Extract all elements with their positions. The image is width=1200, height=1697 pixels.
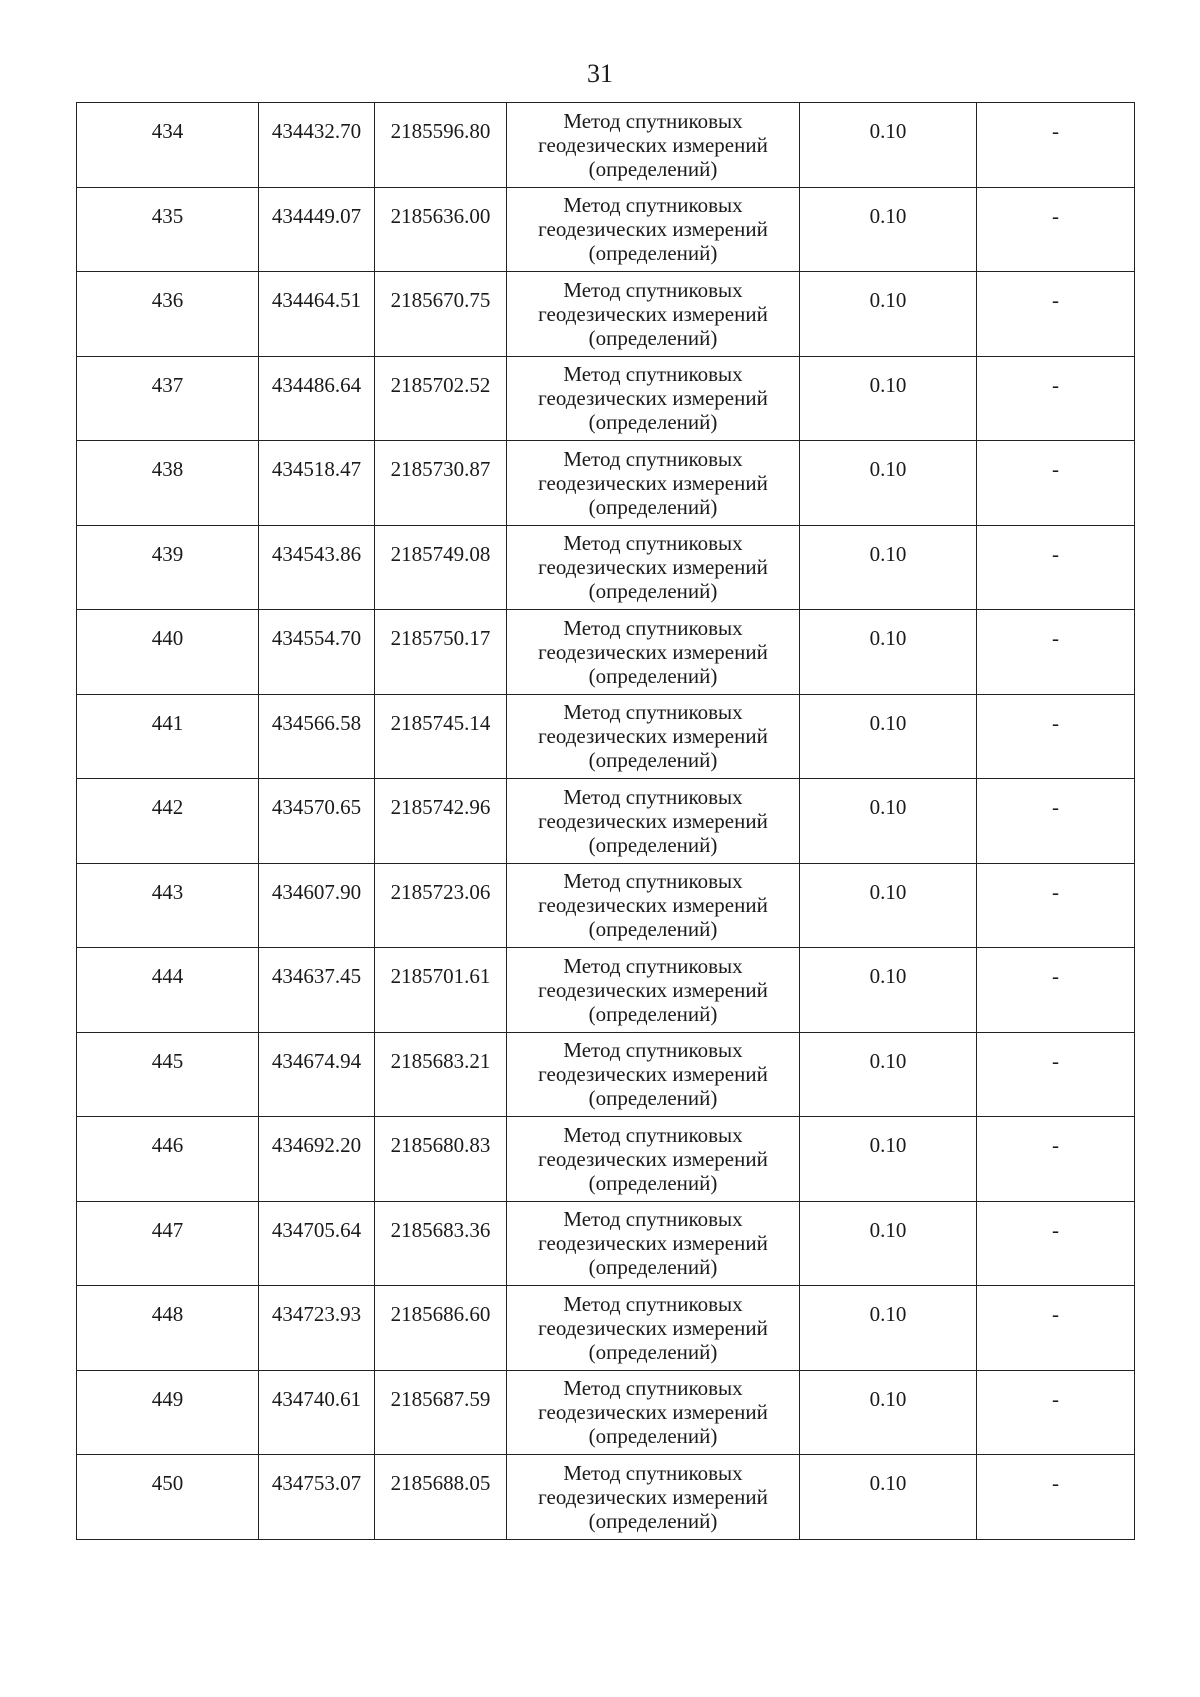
y-coordinate-cell: 2185683.21 [375,1032,507,1117]
method-text-line: (определений) [588,1255,718,1280]
method-text-line: Метод спутниковых [563,784,743,809]
accuracy-cell: 0.10 [800,1370,977,1455]
x-coordinate-cell: 434740.61 [259,1370,375,1455]
accuracy-cell: 0.10 [800,187,977,272]
method-text-line: Метод спутниковых [563,277,743,302]
method-cell [507,525,800,610]
method-text-line: геодезических измерений [538,724,768,749]
x-coordinate-cell: 434705.64 [259,1201,375,1286]
method-text-line: геодезических измерений [538,1400,768,1425]
accuracy-cell: 0.10 [800,779,977,864]
method-cell [507,187,800,272]
point-number-cell: 449 [77,1370,259,1455]
accuracy-cell: 0.10 [800,694,977,779]
note-cell: - [977,863,1135,948]
y-coordinate-cell: 2185680.83 [375,1117,507,1202]
point-number-cell: 443 [77,863,259,948]
point-number-cell: 435 [77,187,259,272]
method-text-line: (определений) [588,410,718,435]
method-text-line: (определений) [588,579,718,604]
method-text-line: Метод спутниковых [563,1122,743,1147]
method-text-line: геодезических измерений [538,1484,768,1509]
accuracy-cell: 0.10 [800,610,977,695]
note-cell: - [977,948,1135,1033]
method-text-line: (определений) [588,832,718,857]
point-number-cell: 448 [77,1286,259,1371]
method-text-line: геодезических измерений [538,1315,768,1340]
table-row [77,1201,1135,1286]
y-coordinate-cell: 2185636.00 [375,187,507,272]
method-text-line: геодезических измерений [538,470,768,495]
page-number: 31 [587,59,613,88]
table-row [77,694,1135,779]
table-row [77,1370,1135,1455]
point-number-cell: 436 [77,272,259,357]
coordinates-table [76,102,1135,1540]
point-number-cell: 450 [77,1455,259,1540]
method-text-line: Метод спутниковых [563,1376,743,1401]
point-number-cell: 442 [77,779,259,864]
x-coordinate-cell: 434432.70 [259,103,375,188]
x-coordinate-cell: 434637.45 [259,948,375,1033]
method-text-line: геодезических измерений [538,639,768,664]
table-row [77,103,1135,188]
method-text-line: Метод спутниковых [563,193,743,218]
point-number-cell: 446 [77,1117,259,1202]
x-coordinate-cell: 434607.90 [259,863,375,948]
table-row [77,187,1135,272]
method-cell [507,610,800,695]
x-coordinate-cell: 434753.07 [259,1455,375,1540]
method-text-line: (определений) [588,1424,718,1449]
note-cell: - [977,1201,1135,1286]
method-text-line: (определений) [588,1170,718,1195]
method-cell [507,1455,800,1540]
y-coordinate-cell: 2185688.05 [375,1455,507,1540]
method-text-line: Метод спутниковых [563,1038,743,1063]
note-cell: - [977,272,1135,357]
table-row [77,525,1135,610]
note-cell: - [977,694,1135,779]
method-text-line: Метод спутниковых [563,1291,743,1316]
table-row [77,1455,1135,1540]
point-number-cell: 444 [77,948,259,1033]
y-coordinate-cell: 2185687.59 [375,1370,507,1455]
note-cell: - [977,1117,1135,1202]
method-cell [507,863,800,948]
y-coordinate-cell: 2185730.87 [375,441,507,526]
method-text-line: (определений) [588,663,718,688]
method-text-line: геодезических измерений [538,977,768,1002]
y-coordinate-cell: 2185596.80 [375,103,507,188]
accuracy-cell: 0.10 [800,948,977,1033]
method-text-line: геодезических измерений [538,132,768,157]
y-coordinate-cell: 2185683.36 [375,1201,507,1286]
method-cell [507,1032,800,1117]
note-cell: - [977,103,1135,188]
method-text-line: геодезических измерений [538,1231,768,1256]
note-cell: - [977,779,1135,864]
method-cell [507,1286,800,1371]
y-coordinate-cell: 2185686.60 [375,1286,507,1371]
accuracy-cell: 0.10 [800,1117,977,1202]
method-cell [507,356,800,441]
y-coordinate-cell: 2185750.17 [375,610,507,695]
method-cell [507,694,800,779]
method-text-line: (определений) [588,1001,718,1026]
method-text-line: Метод спутниковых [563,953,743,978]
method-text-line: Метод спутниковых [563,446,743,471]
method-text-line: Метод спутниковых [563,108,743,133]
y-coordinate-cell: 2185742.96 [375,779,507,864]
y-coordinate-cell: 2185749.08 [375,525,507,610]
x-coordinate-cell: 434566.58 [259,694,375,779]
note-cell: - [977,610,1135,695]
method-text-line: геодезических измерений [538,217,768,242]
x-coordinate-cell: 434692.20 [259,1117,375,1202]
method-cell [507,1370,800,1455]
method-text-line: (определений) [588,241,718,266]
point-number-cell: 447 [77,1201,259,1286]
y-coordinate-cell: 2185723.06 [375,863,507,948]
method-text-line: Метод спутниковых [563,362,743,387]
table-row [77,610,1135,695]
table-row [77,356,1135,441]
coordinates-table-body [77,103,1135,1540]
y-coordinate-cell: 2185745.14 [375,694,507,779]
method-text-line: (определений) [588,325,718,350]
method-text-line: Метод спутниковых [563,1460,743,1485]
x-coordinate-cell: 434554.70 [259,610,375,695]
method-text-line: (определений) [588,494,718,519]
accuracy-cell: 0.10 [800,103,977,188]
method-text-line: Метод спутниковых [563,1207,743,1232]
note-cell: - [977,1370,1135,1455]
method-text-line: геодезических измерений [538,893,768,918]
method-text-line: (определений) [588,917,718,942]
note-cell: - [977,1455,1135,1540]
y-coordinate-cell: 2185701.61 [375,948,507,1033]
method-cell [507,1201,800,1286]
method-cell [507,948,800,1033]
point-number-cell: 438 [77,441,259,526]
point-number-cell: 441 [77,694,259,779]
method-text-line: (определений) [588,748,718,773]
table-row [77,948,1135,1033]
method-text-line: (определений) [588,156,718,181]
method-text-line: геодезических измерений [538,386,768,411]
note-cell: - [977,356,1135,441]
method-text-line: (определений) [588,1086,718,1111]
method-text-line: геодезических измерений [538,1146,768,1171]
method-text-line: геодезических измерений [538,555,768,580]
accuracy-cell: 0.10 [800,525,977,610]
x-coordinate-cell: 434449.07 [259,187,375,272]
table-row [77,863,1135,948]
y-coordinate-cell: 2185670.75 [375,272,507,357]
accuracy-cell: 0.10 [800,356,977,441]
method-text-line: геодезических измерений [538,301,768,326]
point-number-cell: 440 [77,610,259,695]
point-number-cell: 437 [77,356,259,441]
accuracy-cell: 0.10 [800,441,977,526]
x-coordinate-cell: 434723.93 [259,1286,375,1371]
table-row [77,1286,1135,1371]
method-cell [507,1117,800,1202]
table-row [77,272,1135,357]
method-text-line: Метод спутниковых [563,700,743,725]
method-cell [507,441,800,526]
x-coordinate-cell: 434674.94 [259,1032,375,1117]
note-cell: - [977,1286,1135,1371]
method-text-line: геодезических измерений [538,1062,768,1087]
point-number-cell: 439 [77,525,259,610]
accuracy-cell: 0.10 [800,1032,977,1117]
accuracy-cell: 0.10 [800,1455,977,1540]
method-cell [507,103,800,188]
method-text-line: (определений) [588,1508,718,1533]
x-coordinate-cell: 434570.65 [259,779,375,864]
method-text-line: геодезических измерений [538,808,768,833]
y-coordinate-cell: 2185702.52 [375,356,507,441]
method-text-line: Метод спутниковых [563,869,743,894]
table-row [77,1032,1135,1117]
note-cell: - [977,441,1135,526]
note-cell: - [977,1032,1135,1117]
note-cell: - [977,525,1135,610]
accuracy-cell: 0.10 [800,1286,977,1371]
x-coordinate-cell: 434464.51 [259,272,375,357]
x-coordinate-cell: 434486.64 [259,356,375,441]
point-number-cell: 445 [77,1032,259,1117]
accuracy-cell: 0.10 [800,272,977,357]
method-text-line: Метод спутниковых [563,531,743,556]
method-cell [507,272,800,357]
point-number-cell: 434 [77,103,259,188]
method-cell [507,779,800,864]
accuracy-cell: 0.10 [800,1201,977,1286]
table-row [77,441,1135,526]
x-coordinate-cell: 434518.47 [259,441,375,526]
note-cell: - [977,187,1135,272]
accuracy-cell: 0.10 [800,863,977,948]
method-text-line: (определений) [588,1339,718,1364]
method-text-line: Метод спутниковых [563,615,743,640]
x-coordinate-cell: 434543.86 [259,525,375,610]
table-row [77,779,1135,864]
table-row [77,1117,1135,1202]
